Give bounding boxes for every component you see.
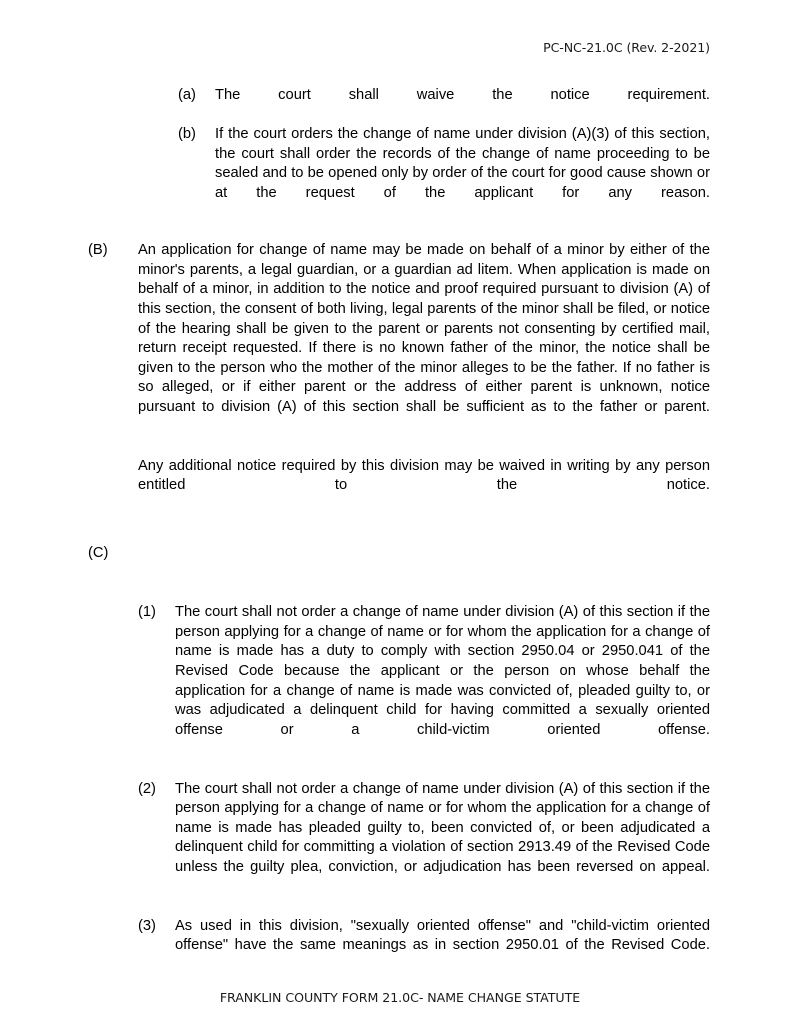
spacer	[0, 760, 800, 780]
sub-item-a	[178, 86, 710, 125]
sub-item-a-marker: (a)	[178, 87, 196, 103]
sub-item-b-marker: (b)	[178, 126, 196, 143]
numbered-item-1-row	[138, 603, 710, 760]
spacer	[0, 897, 800, 917]
spacer	[0, 584, 800, 604]
sub-item-b	[178, 125, 710, 223]
division-c-text	[138, 544, 710, 583]
numbered-item-1-marker: (1)	[138, 604, 156, 621]
numbered-item-3-marker: (3)	[138, 917, 156, 934]
division-b	[88, 241, 710, 437]
spacer	[0, 223, 800, 241]
division-b-marker: (B)	[88, 242, 108, 259]
sub-item-b-text: If the court orders the change of name under division (A)(3) of this section, the court shall order the records of the change of name proceeding to be sealed and to be opened only by order of the court for good cause shown or at the request of the applicant for any reason.	[215, 126, 710, 201]
numbered-item-1-text: The court shall not order a change of name under division (A) of this section if the person applying for a change of name or for whom the application for a change of name is made has a duty to comply with section 2950.04 or 2950.041 of the Revised Code because the applicant or the person on whose behalf the application for a change of name is made was convicted of, pleaded guilty to, or was adjudicated a delinquent child for having committed a sexually oriented offense or a child-victim oriented offense.	[175, 604, 710, 738]
sub-item-list	[178, 86, 710, 223]
division-c-row	[88, 544, 710, 583]
numbered-item-1	[138, 603, 710, 760]
numbered-item-3	[138, 917, 710, 976]
waiver-paragraph	[138, 457, 710, 516]
numbered-item-2-text: The court shall not order a change of name under division (A) of this section if the person applying for a change of name or for whom the application for a change of name is made has pleaded guilty to, been convicted of, or been adjudicated a delinquent child for committing a violation of section 2913.49 of the Revised Code unless the guilty plea, conviction, or adjudication has been reversed on appeal.	[175, 780, 710, 875]
sub-item-a-text: The court shall waive the notice requirement.	[215, 87, 710, 103]
document-footer: FRANKLIN COUNTY FORM 21.0C- NAME CHANGE STATUTE	[219, 990, 581, 1005]
division-b-row	[88, 241, 710, 437]
division-c	[88, 544, 710, 583]
waiver-paragraph-text: Any additional notice required by this division may be waived in writing by any person entitled to the notice.	[138, 457, 710, 494]
numbered-item-2	[138, 780, 710, 898]
division-b-text: An application for change of name may be made on behalf of a minor by either of the minor's parents, a legal guardian, or a guardian ad litem. When application is made on behalf of a minor, in addition to the notice and proof required pursuant to division (A) of this section, the consent of both living, legal parents of the minor shall be filed, or notice of the hearing shall be given to the parent or parents not consenting by certified mail, return receipt requested. If there is no known father of the minor, the notice shall be given to the person who the mother of the minor alleges to be the father. If no father is so alleged, or if either parent or the address of either parent is unknown, notice pursuant to division (A) of this section shall be sufficient as to the father or parent.	[138, 242, 710, 415]
spacer	[0, 437, 800, 457]
numbered-item-3-text: As used in this division, "sexually oriented offense" and "child-victim oriented offense" have the same meanings as in section 2950.01 of the Revised Code.	[175, 917, 710, 954]
document-body	[0, 86, 800, 976]
document-header-form-code: PC-NC-21.0C (Rev. 2-2021)	[543, 40, 710, 55]
spacer	[0, 515, 800, 544]
division-c-marker: (C)	[88, 545, 109, 562]
numbered-item-2-row	[138, 780, 710, 898]
numbered-item-3-row	[138, 917, 710, 976]
numbered-item-2-marker: (2)	[138, 780, 156, 797]
